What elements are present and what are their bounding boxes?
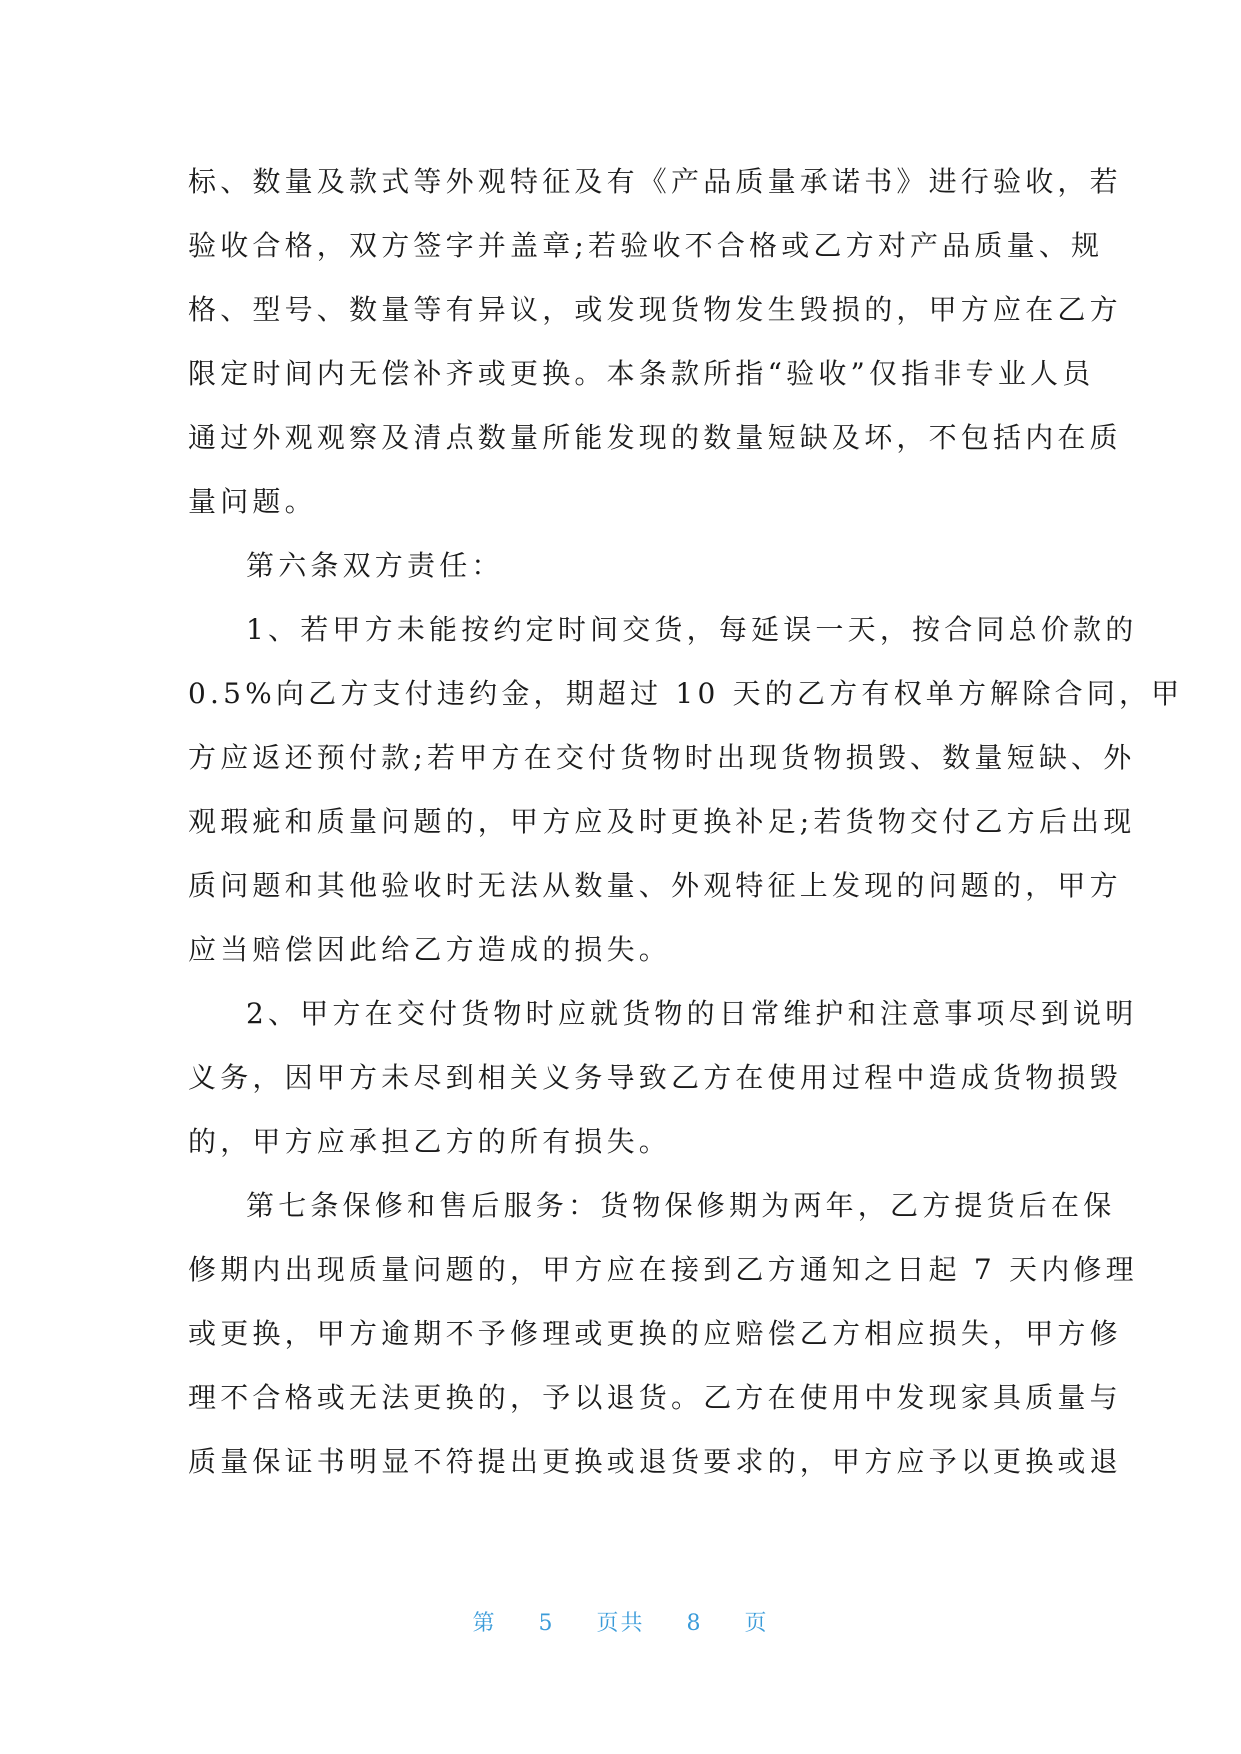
- paragraph-line: 修期内出现质量问题的，甲方应在接到乙方通知之日起 7 天内修理: [188, 1253, 1138, 1286]
- footer-suffix: 页: [744, 1611, 769, 1636]
- paragraph-line: 标、数量及款式等外观特征及有《产品质量承诺书》进行验收，若: [188, 165, 1122, 198]
- paragraph-line: 质问题和其他验收时无法从数量、外观特征上发现的问题的，甲方: [188, 869, 1122, 902]
- total-pages-number: 8: [686, 1611, 703, 1636]
- paragraph-line: 观瑕疵和质量问题的，甲方应及时更换补足;若货物交付乙方后出现: [188, 805, 1136, 838]
- paragraph-line: 格、型号、数量等有异议，或发现货物发生毁损的，甲方应在乙方: [188, 293, 1122, 326]
- paragraph-line: 验收合格，双方签字并盖章;若验收不合格或乙方对产品质量、规: [188, 229, 1104, 262]
- paragraph-line: 的，甲方应承担乙方的所有损失。: [188, 1125, 672, 1158]
- paragraph-line: 0.5%向乙方支付违约金，期超过 10 天的乙方有权单方解除合同，甲: [188, 677, 1184, 710]
- section-heading-line: 第六条双方责任：: [246, 549, 504, 582]
- current-page-number: 5: [538, 1611, 555, 1636]
- footer-middle: 页共: [596, 1611, 645, 1636]
- paragraph-line: 应当赔偿因此给乙方造成的损失。: [188, 933, 672, 966]
- paragraph-line: 或更换，甲方逾期不予修理或更换的应赔偿乙方相应损失，甲方修: [188, 1317, 1122, 1350]
- footer-prefix: 第: [472, 1611, 497, 1636]
- paragraph-line: 通过外观观察及清点数量所能发现的数量短缺及坏，不包括内在质: [188, 421, 1122, 454]
- paragraph-line: 限定时间内无偿补齐或更换。本条款所指“验收”仅指非专业人员: [188, 357, 1095, 390]
- section-heading-line: 第七条保修和售后服务：货物保修期为两年，乙方提货后在保: [246, 1189, 1116, 1222]
- paragraph-line: 方应返还预付款;若甲方在交付货物时出现货物损毁、数量短缺、外: [188, 741, 1136, 774]
- document-body: [188, 150, 1184, 1494]
- paragraph-line: 1、若甲方未能按约定时间交货，每延误一天，按合同总价款的: [246, 613, 1138, 646]
- paragraph-line: 量问题。: [188, 485, 317, 518]
- paragraph-line: 质量保证书明显不符提出更换或退货要求的，甲方应予以更换或退: [188, 1445, 1122, 1478]
- paragraph-line: 义务，因甲方未尽到相关义务导致乙方在使用过程中造成货物损毁: [188, 1061, 1122, 1094]
- paragraph-line: 2、甲方在交付货物时应就货物的日常维护和注意事项尽到说明: [246, 997, 1138, 1030]
- page-footer: [0, 1606, 1241, 1637]
- paragraph-line: 理不合格或无法更换的，予以退货。乙方在使用中发现家具质量与: [188, 1381, 1122, 1414]
